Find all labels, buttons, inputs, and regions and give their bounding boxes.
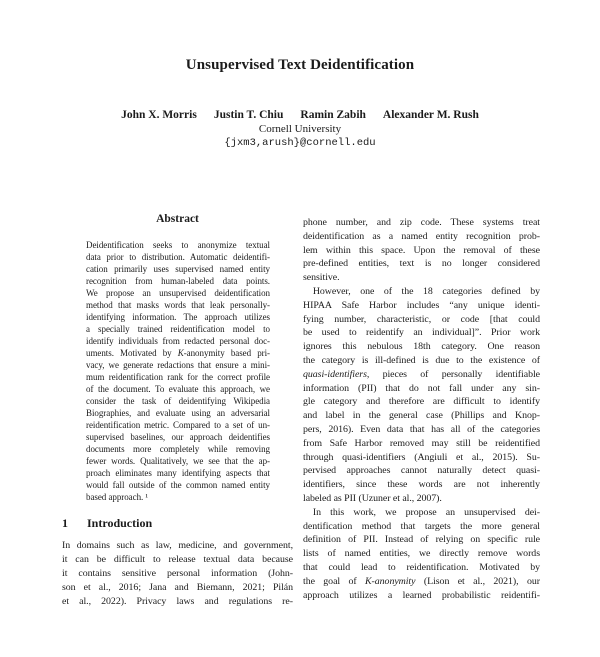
author-name: Ramin Zabih — [300, 109, 366, 121]
right-column — [303, 213, 540, 609]
text-line: information (PII) that do not fall under any sin- — [303, 382, 540, 394]
text-line: reidentification metric. Compared to a set of un- — [86, 420, 270, 430]
text-line: fewer words. Qualitatively, we see that the ap- — [86, 456, 270, 466]
email-address: {jxm3,arush}@cornell.edu — [224, 137, 376, 149]
text-line: HIPAA Safe Harbor includes “any unique identi- — [303, 299, 540, 311]
text-line: supervised baselines, our approach deidentifies — [86, 432, 270, 442]
text-line: son et al., 2016; Jana and Biemann, 2021; Pilán — [62, 582, 293, 593]
text-line: Biographies, and evaluate using an adversarial — [86, 408, 270, 418]
text-line: it can be difficult to release textual data because — [62, 554, 293, 565]
text-line: be used to reidentify an individual]”. Prior work — [303, 327, 540, 339]
text-line: would fall outside of the common named entity — [86, 480, 270, 490]
text-line: gle category and therefore are difficult to identify — [303, 396, 540, 408]
text-line: vacy, we generate redactions that ensure a mini- — [86, 360, 270, 370]
affiliation: Cornell University — [258, 123, 342, 135]
text-line: method that masks words that leak personally- — [86, 300, 270, 310]
text-line: pre-defined entities, text is no longer considered — [303, 258, 540, 270]
text-line: of the document. To evaluate this approach, we — [86, 384, 270, 394]
paper-title: Unsupervised Text Deidentification — [185, 57, 415, 73]
text-line: approach utilizes a learned probabilistic reidentifi- — [303, 589, 540, 601]
text-line: lists of named entities, we directly remove words — [303, 548, 540, 560]
text-line: recognition from human-labeled data points. — [86, 276, 270, 286]
introduction-text — [62, 539, 293, 609]
text-line: In this work, we propose an unsupervised dei- — [303, 506, 540, 518]
text-line: definition of PII. Instead of relying on specific rule — [303, 534, 540, 546]
text-line: phone number, and zip code. These systems treat — [303, 217, 540, 228]
paper-page — [0, 57, 600, 657]
text-line: based approach. ¹ — [86, 492, 149, 502]
text-line: a specially trained reidentification model to — [86, 324, 270, 334]
text-line: through quasi-identifiers (Angiuli et al., 2015). Su- — [303, 451, 540, 463]
section-title: Introduction — [87, 516, 153, 530]
text-line: deidentification as a named entity recognition prob- — [303, 230, 540, 242]
text-line: labeled as PII (Uzuner et al., 2007). — [303, 492, 442, 504]
text-line: and label in the general case (Phillips and Knop- — [303, 410, 540, 422]
text-line: mum reidentification rank for the correct profile — [86, 372, 270, 382]
text-line: proach eliminates many identifying aspects that — [86, 468, 270, 478]
text-line: the goal of K-anonymity (Lison et al., 2021), our — [303, 575, 540, 587]
text-line: from Safe Harbor removed may still be reidentified — [303, 437, 540, 449]
text-line: lem within this space. Upon the removal of these — [303, 244, 540, 256]
text-line: We propose an unsupervised deidentification — [86, 288, 270, 298]
text-line: Deidentification seeks to anonymize textual — [86, 240, 270, 250]
text-line: data prior to distribution. Automatic deidentifi- — [86, 252, 270, 262]
author-name: Justin T. Chiu — [213, 109, 284, 121]
text-line: pervised approaches cannot naturally detect quasi- — [303, 465, 540, 477]
text-line: In domains such as law, medicine, and government, — [62, 540, 293, 551]
text-line: fying number, characteristic, or code [that could — [303, 313, 540, 325]
text-line: sensitive. — [303, 272, 340, 284]
author-name: John X. Morris — [121, 109, 197, 121]
section-1-heading — [62, 516, 293, 530]
authors-row — [0, 109, 600, 121]
text-line: uments. Motivated by K-anonymity based pri- — [86, 348, 270, 358]
text-line: identifying information. The approach utilizes — [86, 312, 270, 322]
text-line: the category is ill-defined is due to the existence of — [303, 354, 540, 366]
text-line: identifiers, since these words are not inherently — [303, 479, 540, 491]
text-line: quasi-identifiers, pieces of personally identifiable — [303, 368, 540, 380]
author-name: Alexander M. Rush — [382, 109, 479, 121]
text-line: it contains sensitive personal information (John- — [62, 568, 293, 579]
two-column-body — [62, 213, 600, 609]
text-line: et al., 2022). Privacy laws and regulations re- — [62, 596, 293, 607]
abstract-heading: Abstract — [156, 213, 199, 225]
text-line: pers, 2016). Even data that has all of the categories — [303, 423, 540, 435]
text-line: However, one of the 18 categories defined by — [303, 285, 540, 297]
text-line: cation primarily uses supervised named entity — [86, 264, 270, 274]
text-line: identify individuals from redacted personal doc- — [86, 336, 270, 346]
text-line: consider the task of deidentifying Wikipedia — [86, 396, 270, 406]
left-column — [62, 213, 293, 609]
text-line: documents more completely while removing — [86, 444, 270, 454]
abstract-text — [86, 239, 270, 503]
text-line: that could lead to reidentification. Motivated by — [303, 561, 540, 573]
text-line: ignores this nebulous 18th category. One reason — [303, 341, 540, 353]
text-line: dentification method that targets the more general — [303, 520, 540, 532]
section-number: 1 — [62, 516, 68, 530]
